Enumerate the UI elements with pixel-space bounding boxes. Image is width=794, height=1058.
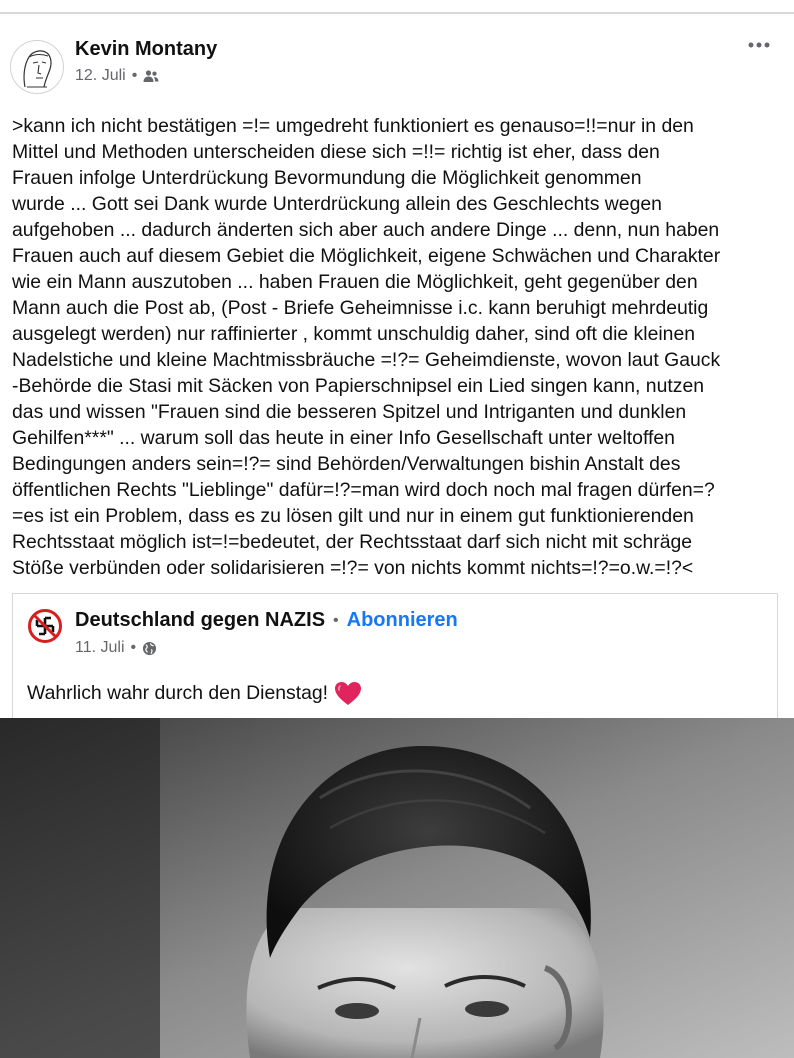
shared-date[interactable]: 11. Juli bbox=[75, 639, 125, 656]
shared-text: Wahrlich wahr durch den Dienstag! bbox=[27, 682, 329, 704]
sketch-portrait-icon bbox=[11, 41, 63, 93]
meta-separator: • bbox=[131, 67, 138, 84]
friends-icon bbox=[143, 69, 159, 83]
globe-icon bbox=[142, 641, 157, 656]
post-text: >kann ich nicht bestätigen =!= umgedreht funktioniert es genauso=!!=nur in den Mittel und Methoden unterscheiden diese sich =!!= richtig ist eher, dass den Frauen infolge Unterdrückung Bevormundung die Möglichkeit genommen wurde ... Gott sei Dank wurde Unterdrückung allein des Geschlechts wegen aufgehoben ... dadurch änderten sich aber auch andere Dinge ... denn, nun haben Frauen auch auf diesem Gebiet die Möglichkeit, eigene Schwächen und Charakter wie ein Mann auszutoben ... haben Frauen die Möglichkeit, geht gegenüber den Mann auch die Post ab, (Post - Briefe Geheimnisse i.c. kann beruhigt mehrdeutig ausgelegt werden) nur raffinierter , kommt unschuldig daher, sind oft die kleinen Nadelstiche und kleine Machtmissbräuche =!?= Geheimdienste, wovon laut Gauck -Behörde die Stasi mit Säcken von Papierschnipsel ein Lied singen kann, nutzen das und wissen "Frauen sind die besseren Spitzel und Intriganten und dunklen Gehilfen***" ... warum soll das heute in einer Info Gesellschaft unter weltoffen Bedingungen anders sein=!?= sind Behörden/Verwaltungen bishin Anstalt des öffentlichen Rechts "Lieblinge" dafür=!?=man wird doch noch mal fragen dürfen=? =es ist ein Problem, dass es zu lösen gilt und nur in einem gut funktionierenden Rechtsstaat möglich ist=!=bedeutet, der Rechtsstaat darf sich nicht mit schräge Stöße verbünden oder solidarisieren =!?= von nichts kommt nichts=!?=o.w.=!?< bbox=[12, 115, 721, 579]
top-divider bbox=[0, 12, 794, 14]
no-swastika-logo-icon[interactable] bbox=[27, 608, 63, 644]
shared-post-card[interactable] bbox=[12, 593, 778, 734]
post-meta bbox=[75, 67, 159, 85]
subscribe-button[interactable]: Abonnieren bbox=[346, 609, 458, 631]
red-heart-icon bbox=[334, 681, 362, 706]
author-name[interactable]: Kevin Montany bbox=[75, 38, 218, 60]
shared-photo[interactable] bbox=[0, 718, 794, 1058]
shared-meta-separator: • bbox=[130, 639, 137, 656]
post-date[interactable]: 12. Juli bbox=[75, 67, 126, 84]
shared-page-name[interactable]: Deutschland gegen NAZIS bbox=[75, 609, 326, 631]
header-separator: • bbox=[333, 611, 339, 629]
shared-header bbox=[75, 609, 458, 632]
portrait-photo-image bbox=[0, 718, 794, 1058]
shared-text-row bbox=[27, 681, 362, 706]
more-horizontal-icon[interactable] bbox=[748, 40, 770, 50]
author-avatar[interactable] bbox=[10, 40, 64, 94]
shared-meta bbox=[75, 639, 157, 657]
